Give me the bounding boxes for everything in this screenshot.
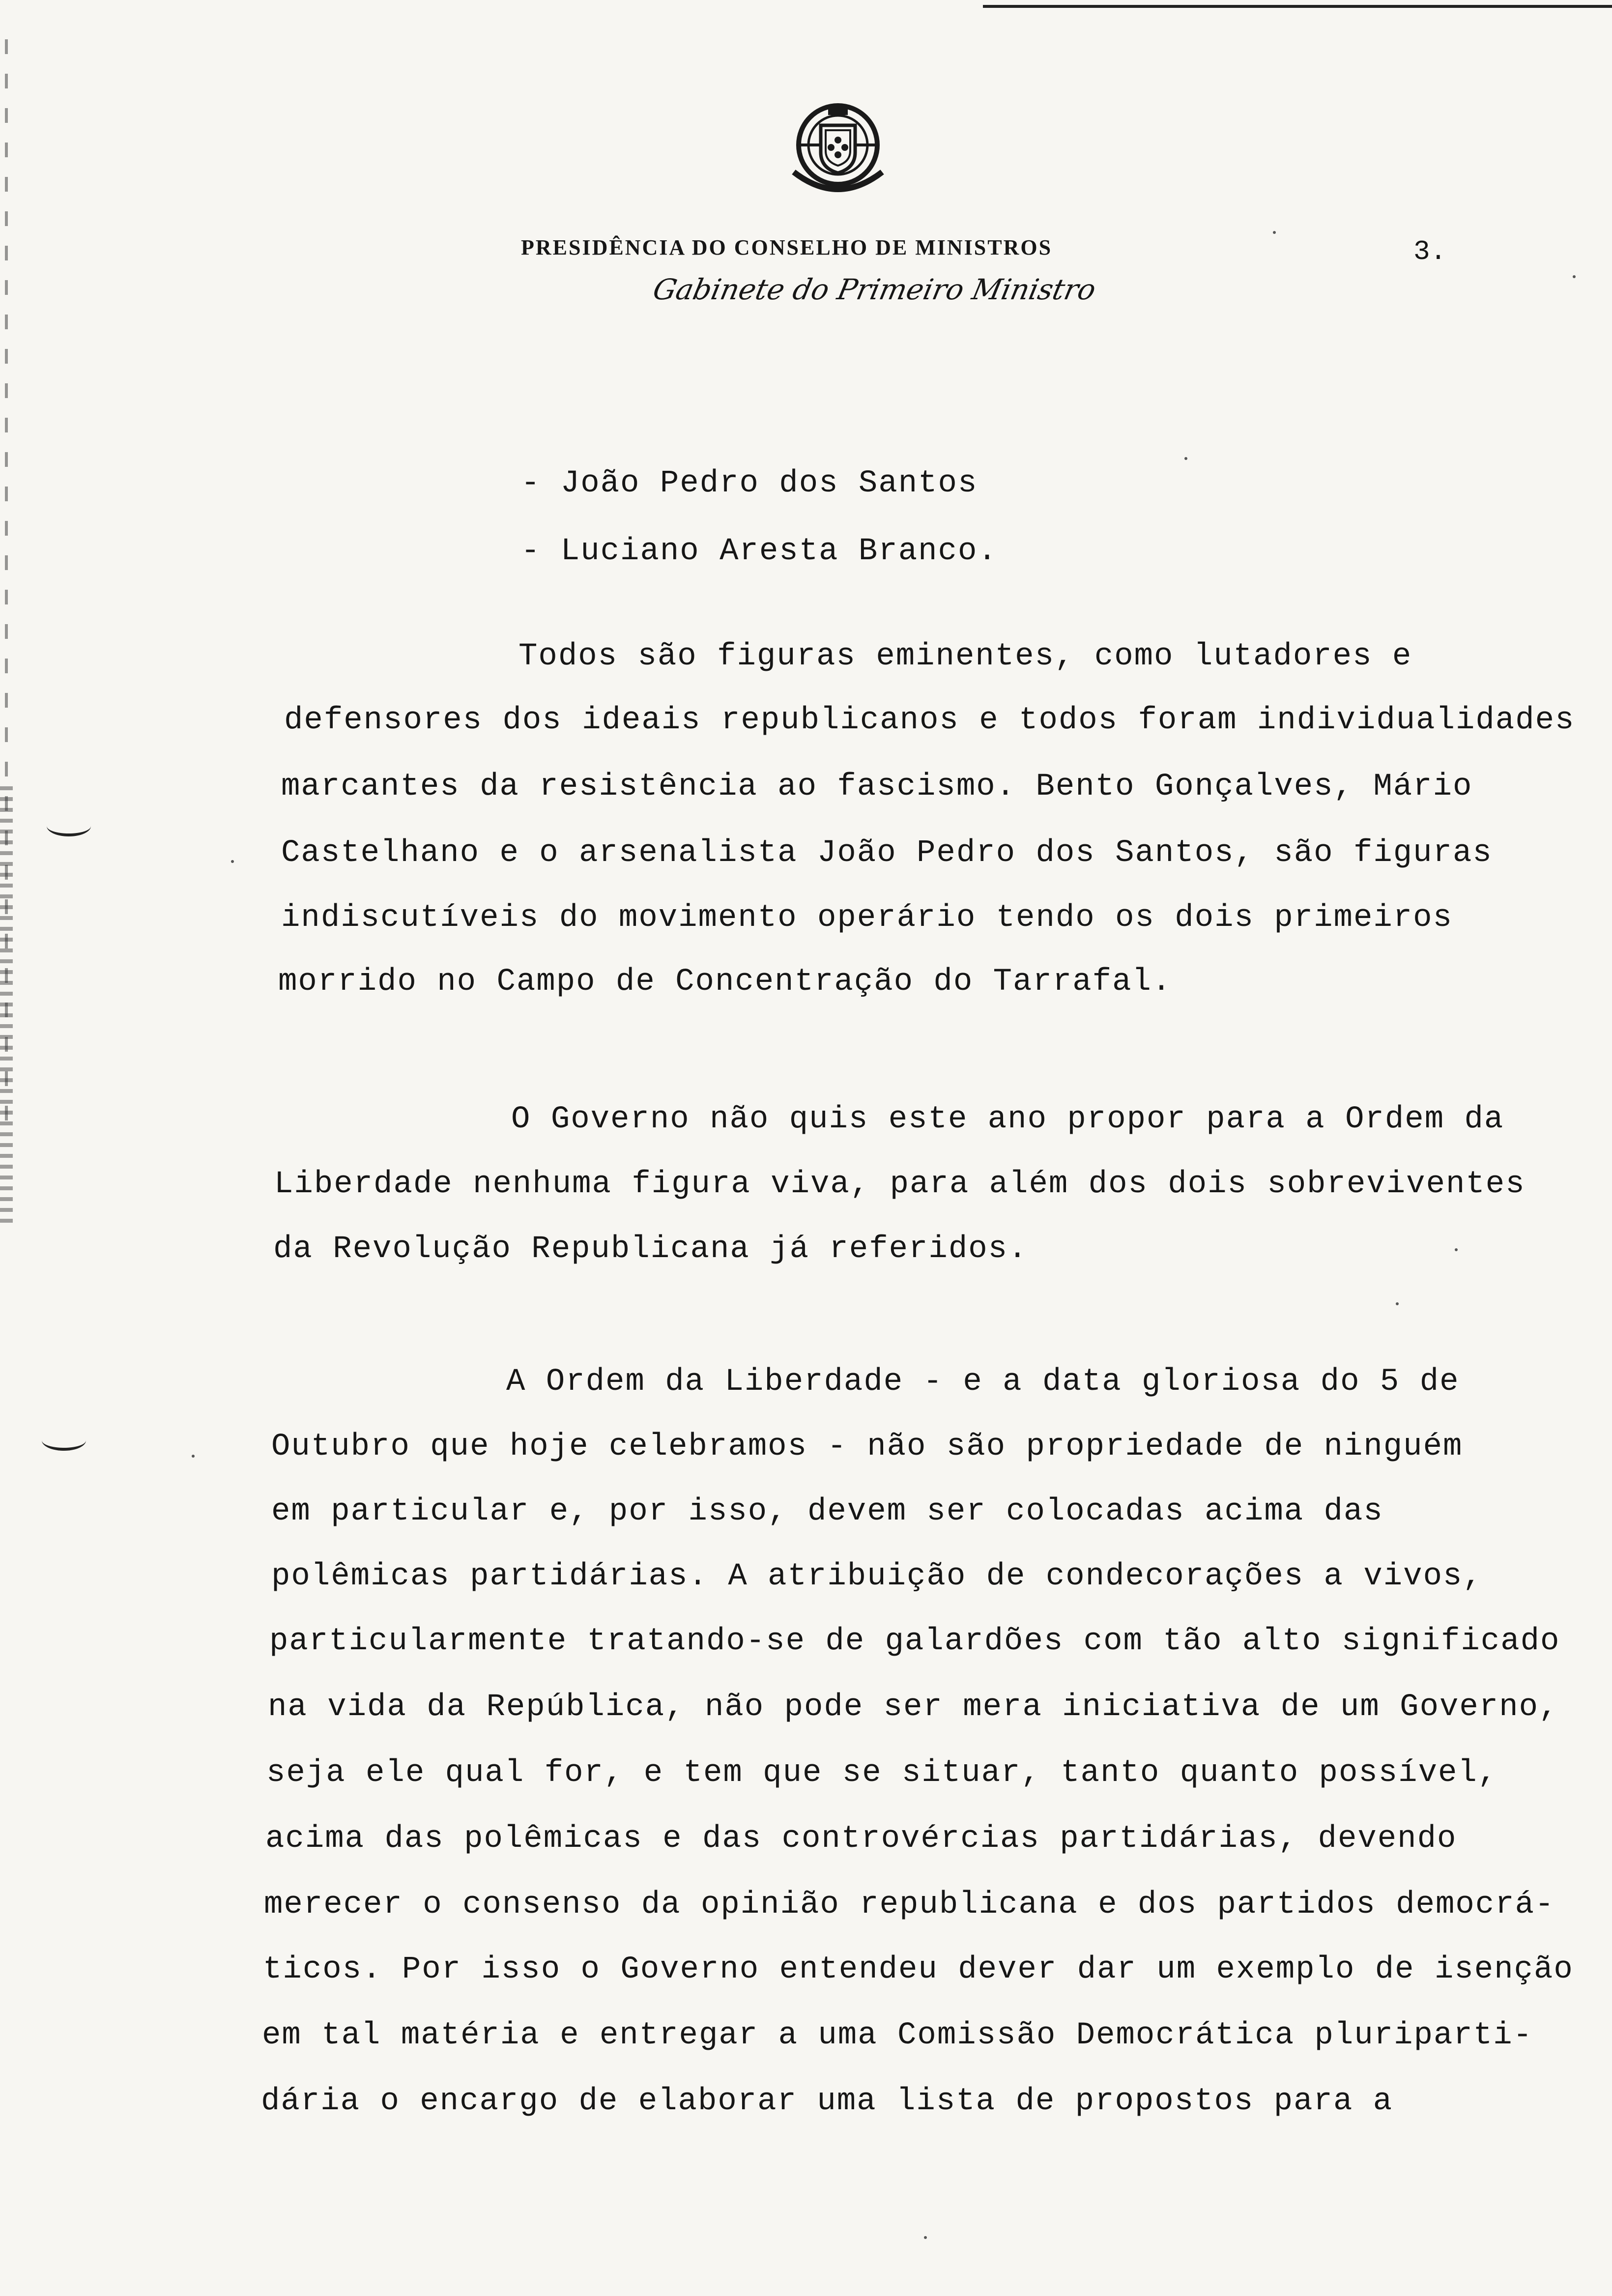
scan-speck (1455, 1248, 1458, 1251)
body-line: marcantes da resistência ao fascismo. Bento Gonçalves, Mário (281, 769, 1473, 804)
page-number: 3. (1413, 236, 1447, 267)
scan-speck (1396, 1302, 1399, 1305)
scan-speck (924, 2236, 927, 2239)
body-line: defensores dos ideais republicanos e todos foram individualidades (284, 703, 1575, 738)
scan-speck (192, 1455, 195, 1458)
body-line: em tal matéria e entregar a uma Comissão Democrática pluriparti- (262, 2018, 1533, 2053)
scan-speck (231, 860, 234, 863)
body-line: Liberdade nenhuma figura viva, para além dos dois sobreviventes (274, 1167, 1526, 1202)
body-line: - Luciano Aresta Branco. (521, 534, 998, 569)
binding-marks (0, 786, 13, 1229)
office-header: PRESIDÊNCIA DO CONSELHO DE MINISTROS (521, 235, 1053, 259)
body-line: dária o encargo de elaborar uma lista de propostos para a (261, 2084, 1393, 2119)
body-line: em particular e, por isso, devem ser colocadas acima das (271, 1494, 1383, 1529)
punch-hole-mark (42, 1430, 86, 1451)
body-line: Todos são figuras eminentes, como lutadores e (518, 639, 1412, 674)
body-line: morrido no Campo de Concentração do Tarrafal. (278, 964, 1172, 1000)
body-line: - João Pedro dos Santos (521, 466, 978, 501)
punch-hole-mark (47, 816, 91, 836)
body-line: ticos. Por isso o Governo entendeu dever dar um exemplo de isenção (263, 1952, 1574, 1987)
scan-speck (1573, 275, 1576, 278)
scan-top-edge (983, 5, 1612, 8)
body-line: indiscutíveis do movimento operário tendo os dois primeiros (281, 900, 1453, 936)
body-line: seja ele qual for, e tem que se situar, tanto quanto possível, (266, 1755, 1498, 1791)
cabinet-subheader: Gabinete do Primeiro Ministro (650, 273, 1099, 306)
scan-speck (1184, 457, 1187, 460)
body-line: Castelhano e o arsenalista João Pedro dos Santos, são figuras (281, 835, 1493, 871)
body-line: O Governo não quis este ano propor para a Ordem da (511, 1102, 1504, 1137)
body-line: acima das polêmicas e das controvércias partidárias, devendo (265, 1821, 1457, 1857)
body-line: merecer o consenso da opinião republicana e dos partidos democrá- (264, 1887, 1555, 1923)
body-line: polêmicas partidárias. A atribuição de condecorações a vivos, (271, 1559, 1483, 1594)
scan-speck (1273, 231, 1276, 234)
body-line: Outubro que hoje celebramos - não são propriedade de ninguém (271, 1429, 1463, 1464)
body-line: da Revolução Republicana já referidos. (273, 1232, 1028, 1267)
body-line: na vida da República, não pode ser mera iniciativa de um Governo, (268, 1690, 1559, 1725)
body-line: particularmente tratando-se de galardões com tão alto significado (269, 1624, 1560, 1659)
coat-of-arms-emblem (781, 98, 894, 206)
body-line: A Ordem da Liberdade - e a data gloriosa do 5 de (506, 1364, 1460, 1400)
